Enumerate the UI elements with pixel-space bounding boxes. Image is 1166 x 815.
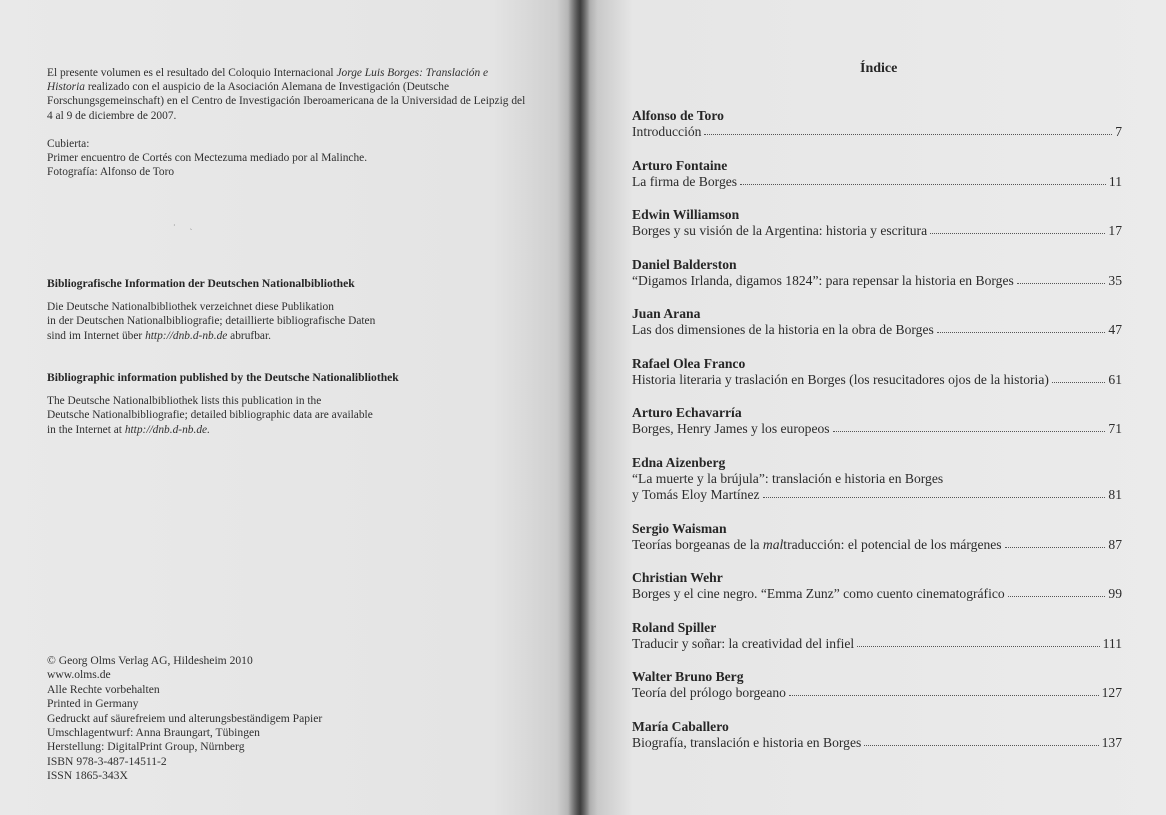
toc-page-number: 47 xyxy=(1108,322,1122,337)
cover-design: Umschlagentwurf: Anna Braungart, Tübingen xyxy=(47,726,260,740)
toc-line xyxy=(632,586,1122,602)
toc-chapter-title: “Digamos Irlanda, digamos 1824”: para repensar la historia en Borges xyxy=(632,272,1014,288)
leader-dots xyxy=(1017,283,1106,284)
toc-page-number: 87 xyxy=(1108,536,1122,552)
bibliographic-info-german xyxy=(47,277,527,343)
toc-line xyxy=(632,537,1122,553)
table-of-contents xyxy=(632,108,1122,768)
cover-label: Cubierta: xyxy=(47,138,90,150)
toc-chapter-title: Borges y el cine negro. “Emma Zunz” como cuento cinematográfico xyxy=(632,586,1005,601)
toc-chapter-title-line1: “La muerte y la brújula”: translación e historia en Borges xyxy=(632,470,944,486)
toc-title: Índice xyxy=(860,61,898,76)
leader-dots xyxy=(763,497,1106,498)
toc-page-number: 17 xyxy=(1108,223,1122,238)
leader-dots xyxy=(864,745,1098,746)
biblio-de-line3-b: abrufbar. xyxy=(227,329,271,342)
toc-author: Daniel Balderston xyxy=(632,256,737,272)
publisher-website: www.olms.de xyxy=(47,668,111,682)
copyright-block xyxy=(47,654,527,784)
biblio-de-line3-a: sind im Internet über xyxy=(47,329,146,342)
toc-page-number: 71 xyxy=(1108,421,1122,436)
toc-author: Edwin Williamson xyxy=(632,207,740,222)
toc-line xyxy=(632,322,1122,338)
toc-chapter-title: Teoría del prólogo borgeano xyxy=(632,685,786,700)
toc-entry xyxy=(632,570,1122,620)
cover-credits xyxy=(47,137,527,180)
toc-chapter-title: y Tomás Eloy Martínez xyxy=(632,486,760,502)
toc-page-number: 81 xyxy=(1108,486,1122,502)
toc-author: Alfonso de Toro xyxy=(632,108,724,123)
toc-chapter-title: Traducir y soñar: la creatividad del infiel xyxy=(632,635,855,651)
toc-chapter-title: Las dos dimensiones de la historia en la obra de Borges xyxy=(632,322,934,337)
book-gutter xyxy=(568,0,590,815)
toc-chapter-title: Introducción xyxy=(632,124,702,139)
toc-entry xyxy=(632,257,1122,307)
biblio-de-line1: Die Deutsche Nationalbibliothek verzeichnet diese Publikation xyxy=(47,301,334,314)
toc-author: Juan Arana xyxy=(632,306,701,321)
leader-dots xyxy=(833,431,1106,432)
scan-specks: · ˎ xyxy=(173,221,199,230)
toc-author: Arturo Echavarría xyxy=(632,405,742,420)
toc-title-part-b: traducción: el potencial de los márgenes xyxy=(783,536,1002,552)
biblio-en-heading: Bibliographic information published by the Deutsche Nationalibliothek xyxy=(47,371,399,384)
toc-chapter-title xyxy=(632,537,1002,553)
biblio-en-line3-a: in the Internet at xyxy=(47,423,125,436)
toc-author: Roland Spiller xyxy=(632,619,717,635)
issn: ISSN 1865-343X xyxy=(47,769,128,783)
toc-title-part-a: Teorías borgeanas de la xyxy=(632,536,763,552)
toc-chapter-title: Biografía, translación e historia en Borges xyxy=(632,734,862,750)
toc-chapter-title: Borges, Henry James y los europeos xyxy=(632,421,830,436)
toc-title-italic: mal xyxy=(762,536,784,552)
leader-dots xyxy=(1005,547,1106,548)
toc-line xyxy=(632,174,1122,190)
toc-entry xyxy=(632,207,1122,257)
biblio-de-line3 xyxy=(47,329,527,343)
leader-dots xyxy=(789,695,1099,696)
dnb-link-en: http://dnb.d-nb.de. xyxy=(124,423,210,436)
paper-note: Gedruckt auf säurefreiem und alterungsbeständigem Papier xyxy=(47,711,323,725)
toc-page-number: 11 xyxy=(1108,173,1122,189)
toc-author: Sergio Waisman xyxy=(632,520,727,536)
leader-dots xyxy=(1052,382,1106,383)
toc-chapter-title: La firma de Borges xyxy=(632,173,738,189)
toc-author: Rafael Olea Franco xyxy=(632,355,746,371)
left-page xyxy=(0,0,580,815)
leader-dots xyxy=(930,233,1105,234)
rights-reserved: Alle Rechte vorbehalten xyxy=(47,682,160,696)
toc-entry xyxy=(632,356,1122,406)
toc-page-number: 35 xyxy=(1108,272,1122,288)
toc-page-number: 137 xyxy=(1101,734,1122,750)
biblio-en-line3 xyxy=(47,423,527,437)
toc-author: María Caballero xyxy=(632,718,729,734)
toc-line xyxy=(632,735,1122,751)
biblio-en-line2: Deutsche Nationalbibliografie; detailed bibliographic data are available xyxy=(47,409,373,422)
intro-text-b: realizado con el auspicio de la Asociación Alemana de Investigación (Deutsche Forschungsgemeinschaft) en el Centro de Investigación Iberoamericana de la Universidad de Leipzig del 4 al 9 de diciembre de 2007. xyxy=(47,81,526,122)
intro-text-a: El presente volumen es el resultado del Coloquio Internacional xyxy=(47,67,337,79)
toc-entry xyxy=(632,306,1122,356)
toc-line xyxy=(632,685,1122,701)
toc-author: Edna Aizenberg xyxy=(632,454,726,470)
dnb-link-de: http://dnb.d-nb.de xyxy=(145,329,228,342)
toc-entry xyxy=(632,521,1122,571)
toc-line xyxy=(632,487,1122,503)
photo-credit: Fotografía: Alfonso de Toro xyxy=(47,166,175,179)
cover-description: Primer encuentro de Cortés con Mectezuma mediado por al Malinche. xyxy=(47,152,368,165)
colloquium-title: Jorge Luis Borges: Translación e Historia xyxy=(47,67,489,94)
printed-in: Printed in Germany xyxy=(47,697,139,711)
toc-entry xyxy=(632,620,1122,670)
toc-entry xyxy=(632,108,1122,158)
bibliographic-info-english xyxy=(47,371,527,437)
toc-page-number: 61 xyxy=(1108,371,1122,387)
isbn: ISBN 978-3-487-14511-2 xyxy=(47,754,167,768)
toc-chapter-title: Historia literaria y traslación en Borges (los resucitadores ojos de la historia) xyxy=(632,371,1049,387)
biblio-de-line2: in der Deutschen Nationalbibliografie; detaillierte bibliografische Daten xyxy=(47,315,376,328)
toc-line xyxy=(632,124,1122,140)
toc-page-number: 127 xyxy=(1101,685,1122,700)
toc-line xyxy=(632,421,1122,437)
leader-dots xyxy=(937,332,1106,333)
toc-entry xyxy=(632,669,1122,719)
biblio-en-line1: The Deutsche Nationalbibliothek lists this publication in the xyxy=(47,395,322,408)
production: Herstellung: DigitalPrint Group, Nürnberg xyxy=(47,740,245,754)
biblio-de-heading: Bibliografische Information der Deutschen Nationalbibliothek xyxy=(47,277,355,290)
leader-dots xyxy=(740,184,1106,185)
toc-line xyxy=(632,223,1122,239)
toc-entry xyxy=(632,719,1122,769)
toc-author: Arturo Fontaine xyxy=(632,157,728,173)
toc-entry xyxy=(632,158,1122,208)
toc-chapter-title: Borges y su visión de la Argentina: historia y escritura xyxy=(632,223,928,238)
toc-line xyxy=(632,372,1122,388)
toc-author: Walter Bruno Berg xyxy=(632,669,744,684)
leader-dots xyxy=(704,134,1112,135)
toc-entry xyxy=(632,405,1122,455)
toc-page-number: 111 xyxy=(1102,635,1122,651)
leader-dots xyxy=(857,646,1099,647)
toc-entry xyxy=(632,455,1122,521)
intro-paragraph xyxy=(47,66,527,123)
leader-dots xyxy=(1008,596,1106,597)
toc-line xyxy=(632,636,1122,652)
copyright-line: © Georg Olms Verlag AG, Hildesheim 2010 xyxy=(47,654,253,667)
toc-page-number: 7 xyxy=(1115,124,1122,139)
toc-page-number: 99 xyxy=(1108,586,1122,601)
toc-line xyxy=(632,273,1122,289)
toc-author: Christian Wehr xyxy=(632,570,723,585)
